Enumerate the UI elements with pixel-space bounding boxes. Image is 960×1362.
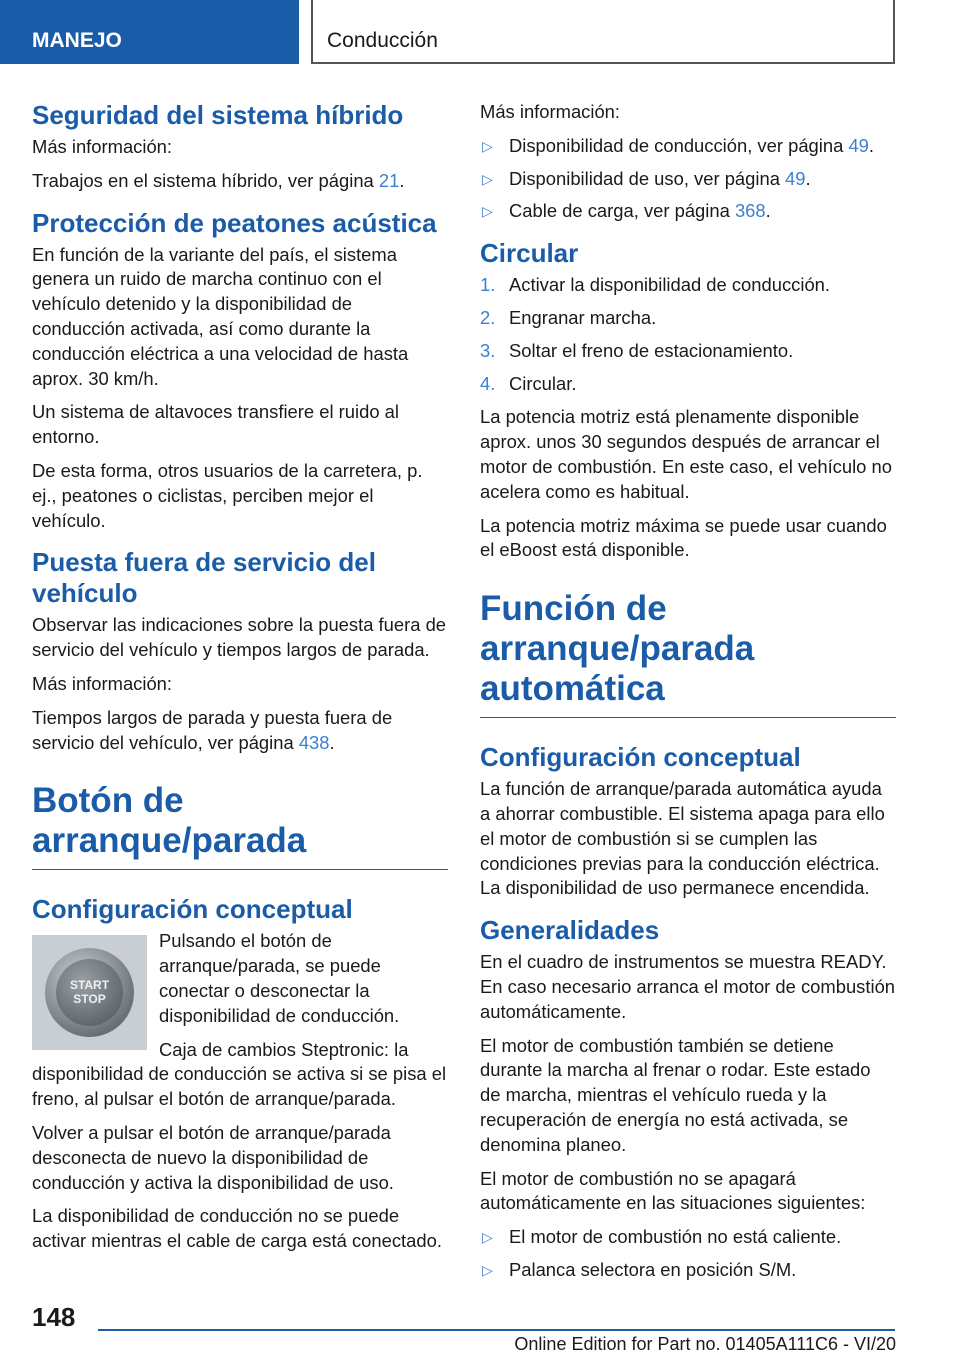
chapter-heading-boton: Botón de arranque/parada bbox=[32, 781, 448, 870]
chapter-tab bbox=[311, 0, 895, 64]
list-item: ▷ Palanca selectora en posición S/M. bbox=[480, 1258, 896, 1283]
chapter-title: Conducción bbox=[327, 29, 438, 52]
start-stop-button-icon bbox=[45, 948, 134, 1037]
left-column bbox=[32, 100, 448, 1263]
paragraph: La disponibilidad de conducción no se puede activar mientras el cable de carga está conectado. bbox=[32, 1205, 442, 1252]
list-item: ▷ Disponibilidad de uso, ver página 49. bbox=[480, 167, 896, 192]
paragraph: Pulsando el botón de arranque/parada, se puede conectar o desconectar la disponibilidad de conducción. bbox=[159, 930, 400, 1026]
steps-list bbox=[480, 273, 896, 396]
paragraph: La función de arranque/parada automática ayuda a ahorrar combustible. El sistema apaga para ello el motor de combustión si se cumplen las condiciones previas para la conducción eléctrica. La disponibilidad de uso permanece encendida. bbox=[480, 778, 885, 899]
list-item: 3. Soltar el freno de estacionamiento. bbox=[480, 339, 896, 364]
paragraph: En el cuadro de instrumentos se muestra READY. En caso necesario arranca el motor de combustión automáticamente. bbox=[480, 951, 896, 1022]
conditions-list bbox=[480, 1225, 896, 1283]
page-link[interactable]: 438 bbox=[298, 731, 330, 753]
paragraph: El motor de combustión también se detiene durante la marcha al frenar o rodar. Este estado de marcha, mientras el vehículo rueda y la recuperación de energía no está activada, se denomina planeo. bbox=[480, 1034, 871, 1155]
page-link[interactable]: 49 bbox=[848, 134, 869, 156]
paragraph-text: Trabajos en el sistema híbrido, ver página bbox=[32, 169, 379, 191]
page-link[interactable]: 21 bbox=[378, 169, 400, 191]
triangle-bullet-icon: ▷ bbox=[482, 1229, 493, 1246]
heading-configuracion: Configuración conceptual bbox=[32, 894, 353, 925]
button-label-stop: STOP bbox=[73, 992, 106, 1007]
list-item: 1. Activar la disponibilidad de conducción. bbox=[480, 273, 896, 298]
paragraph: Volver a pulsar el botón de arranque/parada desconecta de nuevo la disponibilidad de conducción y activa la disponibilidad de uso. bbox=[32, 1121, 394, 1193]
right-column bbox=[480, 100, 896, 1292]
triangle-bullet-icon: ▷ bbox=[482, 203, 493, 220]
step-number: 2. bbox=[480, 306, 496, 328]
triangle-bullet-icon: ▷ bbox=[482, 137, 493, 154]
heading-puesta-fuera: Puesta fuera de servicio del vehículo bbox=[32, 547, 376, 609]
paragraph: La potencia motriz está plenamente disponible aprox. unos 30 segundos después de arrancar el motor de combustión. En este caso, el vehículo no acelera como es habitual. bbox=[480, 406, 892, 502]
button-label-start: START bbox=[69, 978, 110, 993]
list-item: 2. Engranar marcha. bbox=[480, 306, 896, 331]
page-link[interactable]: 49 bbox=[785, 167, 806, 189]
paragraph: Más información: bbox=[32, 136, 173, 157]
triangle-bullet-icon: ▷ bbox=[482, 1261, 493, 1278]
heading-circular: Circular bbox=[480, 238, 579, 269]
info-list bbox=[480, 134, 896, 224]
footer-edition: Online Edition for Part no. 01405A111C6 - VI/20 bbox=[514, 1334, 896, 1354]
paragraph: De esta forma, otros usuarios de la carretera, p. ej., peatones o ciclistas, perciben mejor el vehículo. bbox=[32, 459, 423, 531]
page-link[interactable]: 368 bbox=[734, 200, 766, 222]
step-number: 1. bbox=[480, 274, 496, 296]
paragraph: En función de la variante del país, el sistema genera un ruido de marcha continuo con el vehículo detenido y la disponibilidad de conducción activada, así como durante la conducción eléctrica a una velocidad de hasta aprox. 30 km/h. bbox=[32, 243, 409, 389]
paragraph: Observar las indicaciones sobre la puesta fuera de servicio del vehículo y tiempos largos de parada. bbox=[32, 614, 447, 661]
paragraph: Caja de cambios Steptronic: la disponibilidad de conducción se activa si se pisa el freno, al pulsar el botón de arranque/parada. bbox=[32, 1038, 447, 1110]
section-tab bbox=[0, 0, 299, 64]
triangle-bullet-icon: ▷ bbox=[482, 170, 493, 187]
heading-configuracion: Configuración conceptual bbox=[480, 742, 801, 773]
list-item: ▷ Cable de carga, ver página 368. bbox=[480, 199, 896, 224]
paragraph: Más información: bbox=[480, 101, 621, 122]
list-item: 4. Circular. bbox=[480, 372, 896, 397]
paragraph: El motor de combustión no se apagará automáticamente en las situaciones siguientes: bbox=[480, 1167, 866, 1214]
paragraph-text: Tiempos largos de parada y puesta fuera de servicio del vehículo, ver página bbox=[32, 706, 393, 753]
paragraph: Más información: bbox=[32, 672, 173, 694]
paragraph: Un sistema de altavoces transfiere el ruido al entorno. bbox=[32, 401, 399, 448]
heading-generalidades: Generalidades bbox=[480, 915, 660, 946]
page-number: 148 bbox=[32, 1302, 76, 1332]
start-stop-button-image bbox=[32, 935, 147, 1050]
chapter-heading-funcion: Función de arranque/parada automática bbox=[480, 589, 896, 718]
section-title: MANEJO bbox=[32, 29, 122, 52]
step-number: 4. bbox=[480, 372, 496, 394]
paragraph: Tiempos largos de parada y puesta fuera de servicio del vehículo, ver página 438. bbox=[32, 706, 393, 753]
paragraph: Trabajos en el sistema híbrido, ver página 21. bbox=[32, 169, 405, 191]
paragraph: La potencia motriz máxima se puede usar cuando el eBoost está disponible. bbox=[480, 514, 887, 561]
step-number: 3. bbox=[480, 339, 496, 361]
list-item: ▷ Disponibilidad de conducción, ver página 49. bbox=[480, 134, 896, 159]
heading-seguridad: Seguridad del sistema híbrido bbox=[32, 100, 404, 130]
footer-divider bbox=[98, 1329, 895, 1331]
heading-proteccion: Protección de peatones acústica bbox=[32, 207, 437, 238]
list-item: ▷ El motor de combustión no está caliente. bbox=[480, 1225, 896, 1250]
